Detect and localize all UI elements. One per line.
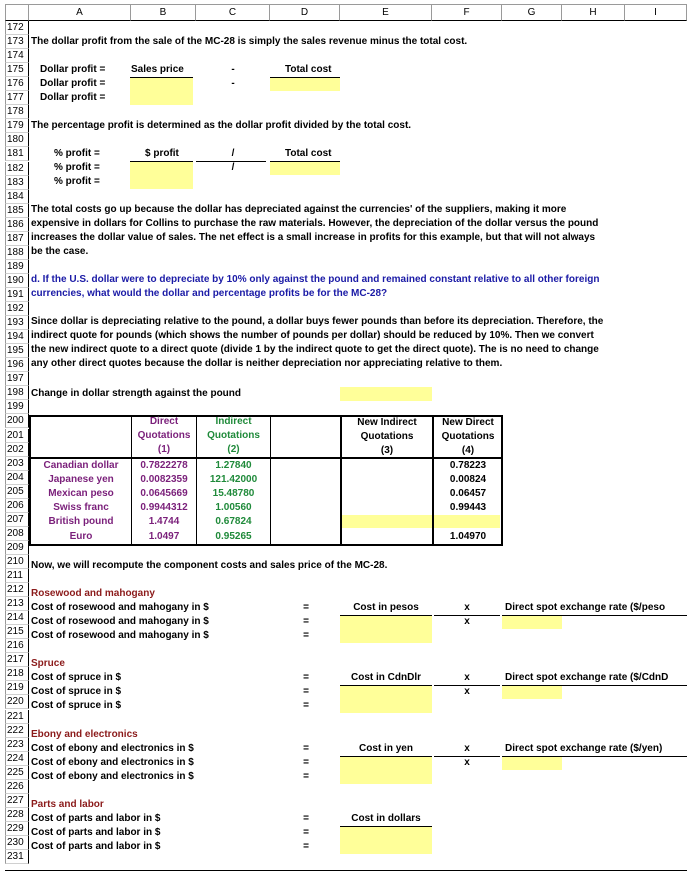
times-sign: x (464, 672, 470, 683)
text-r185: The total costs go up because the dollar has depreciated against the currencies' of the suppliers, making it more (31, 204, 567, 215)
row-header-220[interactable]: 220 (5, 695, 29, 709)
row-header-216[interactable]: 216 (5, 639, 29, 653)
indirect-quote: 0.95265 (215, 530, 252, 542)
label-ebony-cost: Cost of ebony and electronics in $ (31, 757, 194, 768)
row-header-204[interactable]: 204 (5, 471, 29, 485)
divide-sign: / (231, 162, 235, 173)
row-header-177[interactable]: 177 (5, 91, 29, 105)
currency-name: Euro (69, 530, 93, 542)
label-cost-in-yen: Cost in yen (359, 743, 413, 754)
row-header-208[interactable]: 208 (5, 527, 29, 541)
equals-sign: = (303, 616, 309, 627)
column-header-f[interactable]: F (432, 4, 502, 21)
column-header-c[interactable]: C (196, 4, 270, 21)
row-header-200[interactable]: 200 (5, 414, 29, 428)
row-header-229[interactable]: 229 (5, 822, 29, 836)
direct-quote: 1.4744 (148, 516, 180, 528)
cell-e229[interactable] (340, 826, 432, 854)
currency-name: British pound (48, 516, 114, 528)
new-direct-quote: 0.00824 (449, 474, 487, 486)
text-r188: be the case. (31, 246, 89, 257)
equals-sign: = (303, 827, 309, 838)
row-header-222[interactable]: 222 (5, 724, 29, 738)
row-header-187[interactable]: 187 (5, 232, 29, 246)
label-rate-yen: Direct spot exchange rate ($/yen) (505, 743, 663, 754)
cell-g224[interactable] (502, 756, 562, 770)
column-header-b[interactable]: B (131, 4, 196, 21)
row-header-225[interactable]: 225 (5, 766, 29, 780)
times-sign: x (464, 602, 470, 613)
times-sign: x (464, 757, 470, 768)
cell-d182[interactable] (270, 161, 340, 175)
row-header-193[interactable]: 193 (5, 316, 29, 330)
cell-g219[interactable] (502, 685, 562, 699)
label-dollar-profit: Dollar profit = (40, 64, 106, 75)
row-header-221[interactable]: 221 (5, 710, 29, 724)
row-header-210[interactable]: 210 (5, 555, 29, 569)
label-rate-cdn: Direct spot exchange rate ($/CdnD (505, 672, 669, 683)
row-header-228[interactable]: 228 (5, 808, 29, 822)
direct-quote: 0.9944312 (140, 502, 188, 514)
text-r187: increases the dollar value of sales. The net effect is a small increase in profits for this example, but that will not always (31, 232, 596, 243)
row-header-199[interactable]: 199 (5, 400, 29, 414)
new-direct-quote: 0.78223 (449, 460, 487, 471)
label-parts-cost: Cost of parts and labor in $ (31, 827, 161, 838)
label-cost-in-pesos: Cost in pesos (353, 602, 419, 613)
text-r179: The percentage profit is determined as the dollar profit divided by the total cost. (31, 120, 412, 131)
row-header-230[interactable]: 230 (5, 836, 29, 850)
label-dollar-profit: Dollar profit = (40, 78, 106, 89)
row-header-175[interactable]: 175 (5, 63, 29, 77)
row-header-176[interactable]: 176 (5, 77, 29, 91)
label-pct-profit: % profit = (54, 162, 100, 173)
row-header-174[interactable]: 174 (5, 49, 29, 63)
row-header-182[interactable]: 182 (5, 162, 29, 176)
indirect-quote: 1.27840 (215, 460, 252, 471)
label-ebony-cost: Cost of ebony and electronics in $ (31, 771, 194, 782)
row-header-185[interactable]: 185 (5, 204, 29, 218)
row-header-212[interactable]: 212 (5, 583, 29, 597)
column-header-h[interactable]: H (562, 4, 625, 21)
cell-b176[interactable] (130, 77, 193, 105)
direct-quote: 1.0497 (148, 530, 180, 542)
column-header-i[interactable]: I (625, 4, 687, 21)
row-header-209[interactable]: 209 (5, 541, 29, 555)
row-header-190[interactable]: 190 (5, 274, 29, 288)
label-cost-in-cdndlr: Cost in CdnDlr (351, 672, 421, 683)
row-header-196[interactable]: 196 (5, 358, 29, 372)
new-direct-quote: 1.04970 (449, 530, 487, 542)
currency-name: Japanese yen (48, 474, 114, 486)
row-header-181[interactable]: 181 (5, 147, 29, 161)
row-header-211[interactable]: 211 (5, 569, 29, 583)
new-direct-quote: 0.06457 (449, 488, 487, 500)
equals-sign: = (303, 602, 309, 613)
equals-sign: = (303, 672, 309, 683)
direct-quote: 0.0645669 (140, 488, 188, 500)
text-r210: Now, we will recompute the component costs and sales price of the MC-28. (31, 560, 388, 571)
cell-e219[interactable] (340, 685, 432, 713)
label-dollar-profit-short: $ profit (145, 148, 179, 159)
text-r173: The dollar profit from the sale of the MC-28 is simply the sales revenue minus the total cost. (31, 36, 468, 47)
section-ebony: Ebony and electronics (31, 729, 138, 740)
times-sign: x (464, 616, 470, 627)
currency-name: Canadian dollar (43, 460, 119, 471)
cell-g214[interactable] (502, 615, 562, 629)
row-header-198[interactable]: 198 (5, 386, 29, 400)
question-d-line2: currencies, what would the dollar and percentage profits be for the MC-28? (31, 288, 388, 299)
text-r198: Change in dollar strength against the pound (31, 388, 242, 399)
row-header-184[interactable]: 184 (5, 190, 29, 204)
label-rosewood-cost: Cost of rosewood and mahogany in $ (31, 630, 209, 641)
equals-sign: = (303, 841, 309, 852)
row-header-206[interactable]: 206 (5, 499, 29, 513)
row-header-195[interactable]: 195 (5, 344, 29, 358)
row-header-231[interactable]: 231 (5, 850, 29, 864)
label-total-cost: Total cost (285, 64, 332, 75)
text-r196: any other direct quotes because the dollar is neither depreciation nor appreciating relative to them. (31, 358, 503, 369)
cell-d176[interactable] (270, 77, 340, 91)
header-new-direct-quotations: New Direct Quotations (4) (441, 417, 495, 456)
equals-sign: = (303, 813, 309, 824)
label-pct-profit: % profit = (54, 176, 100, 187)
row-header-217[interactable]: 217 (5, 653, 29, 667)
divide-sign: / (231, 148, 235, 159)
column-header-e[interactable]: E (340, 4, 432, 21)
indirect-quote: 1.00560 (215, 502, 252, 514)
row-header-186[interactable]: 186 (5, 218, 29, 232)
currency-name: Mexican peso (48, 488, 114, 500)
column-header-a[interactable]: A (29, 4, 131, 21)
text-r194: indirect quote for pounds (which shows the number of pounds per dollar) should be reduced by 10%. Then we convert (31, 330, 594, 341)
row-header-194[interactable]: 194 (5, 330, 29, 344)
row-header-219[interactable]: 219 (5, 681, 29, 695)
label-rosewood-cost: Cost of rosewood and mahogany in $ (31, 616, 209, 627)
row-header-203[interactable]: 203 (5, 457, 29, 471)
row-header-226[interactable]: 226 (5, 780, 29, 794)
minus-sign: - (231, 64, 235, 75)
equals-sign: = (303, 686, 309, 697)
row-header-178[interactable]: 178 (5, 105, 29, 119)
new-direct-quote: 0.99443 (449, 502, 487, 514)
label-parts-cost: Cost of parts and labor in $ (31, 813, 161, 824)
label-pct-profit: % profit = (54, 148, 100, 159)
label-rate-peso: Direct spot exchange rate ($/peso (505, 602, 666, 613)
row-header-201[interactable]: 201 (5, 429, 29, 443)
equals-sign: = (303, 700, 309, 711)
label-spruce-cost: Cost of spruce in $ (31, 686, 122, 697)
section-rosewood: Rosewood and mahogany (31, 588, 155, 599)
label-spruce-cost: Cost of spruce in $ (31, 700, 122, 711)
row-header-180[interactable]: 180 (5, 133, 29, 147)
direct-quote: 0.0082359 (140, 474, 188, 486)
cell-b182[interactable] (130, 161, 193, 189)
cell-e224[interactable] (340, 756, 432, 784)
row-header-179[interactable]: 179 (5, 119, 29, 133)
row-header-189[interactable]: 189 (5, 260, 29, 274)
label-ebony-cost: Cost of ebony and electronics in $ (31, 743, 194, 754)
row-header-223[interactable]: 223 (5, 738, 29, 752)
row-header-188[interactable]: 188 (5, 246, 29, 260)
text-r186: expensive in dollars for Collins to purchase the raw materials. However, the depreciation of the dollar versus the pound (31, 218, 599, 229)
label-total-cost: Total cost (285, 148, 332, 159)
row-header-202[interactable]: 202 (5, 443, 29, 457)
row-header-224[interactable]: 224 (5, 752, 29, 766)
select-all-corner[interactable] (5, 4, 29, 21)
row-header-172[interactable]: 172 (5, 21, 29, 35)
indirect-quote: 15.48780 (212, 488, 255, 500)
minus-sign: - (231, 78, 235, 89)
header-indirect-quotations: Indirect Quotations (2) (207, 416, 260, 455)
label-spruce-cost: Cost of spruce in $ (31, 672, 122, 683)
label-cost-in-dollars: Cost in dollars (351, 813, 421, 824)
row-header-205[interactable]: 205 (5, 485, 29, 499)
column-header-g[interactable]: G (502, 4, 562, 21)
equals-sign: = (303, 771, 309, 782)
row-header-173[interactable]: 173 (5, 35, 29, 49)
row-header-213[interactable]: 213 (5, 597, 29, 611)
label-parts-cost: Cost of parts and labor in $ (31, 841, 161, 852)
indirect-quote: 121.42000 (209, 474, 258, 486)
section-spruce: Spruce (31, 658, 65, 669)
row-header-218[interactable]: 218 (5, 667, 29, 681)
question-d-line1: d. If the U.S. dollar were to depreciate by 10% only against the pound and remained constant relative to all other foreign (31, 274, 600, 285)
header-new-indirect-quotations: New Indirect Quotations (3) (357, 417, 417, 456)
currency-name: Swiss franc (53, 502, 109, 514)
row-header-215[interactable]: 215 (5, 625, 29, 639)
row-header-207[interactable]: 207 (5, 513, 29, 527)
section-parts: Parts and labor (31, 799, 104, 810)
row-header-191[interactable]: 191 (5, 288, 29, 302)
text-r195: the new indirect quote to a direct quote (divide 1 by the indirect quote to get the direct quote). The is no need to change (31, 344, 599, 355)
column-header-d[interactable]: D (270, 4, 340, 21)
label-sales-price: Sales price (131, 64, 184, 75)
label-rosewood-cost: Cost of rosewood and mahogany in $ (31, 602, 209, 613)
times-sign: x (464, 743, 470, 754)
direct-quote: 0.7822278 (140, 460, 188, 471)
row-header-214[interactable]: 214 (5, 611, 29, 625)
row-header-197[interactable]: 197 (5, 372, 29, 386)
equals-sign: = (303, 743, 309, 754)
row-header-183[interactable]: 183 (5, 176, 29, 190)
times-sign: x (464, 686, 470, 697)
equals-sign: = (303, 757, 309, 768)
cell-e198[interactable] (340, 387, 432, 401)
indirect-quote: 0.67824 (215, 516, 252, 528)
label-dollar-profit: Dollar profit = (40, 92, 106, 103)
text-r193: Since dollar is depreciating relative to the pound, a dollar buys fewer pounds than before its depreciation. Therefore, the (31, 316, 604, 327)
row-header-227[interactable]: 227 (5, 794, 29, 808)
equals-sign: = (303, 630, 309, 641)
header-direct-quotations: Direct Quotations (1) (137, 416, 191, 455)
row-header-192[interactable]: 192 (5, 302, 29, 316)
cell-e214[interactable] (340, 615, 432, 643)
